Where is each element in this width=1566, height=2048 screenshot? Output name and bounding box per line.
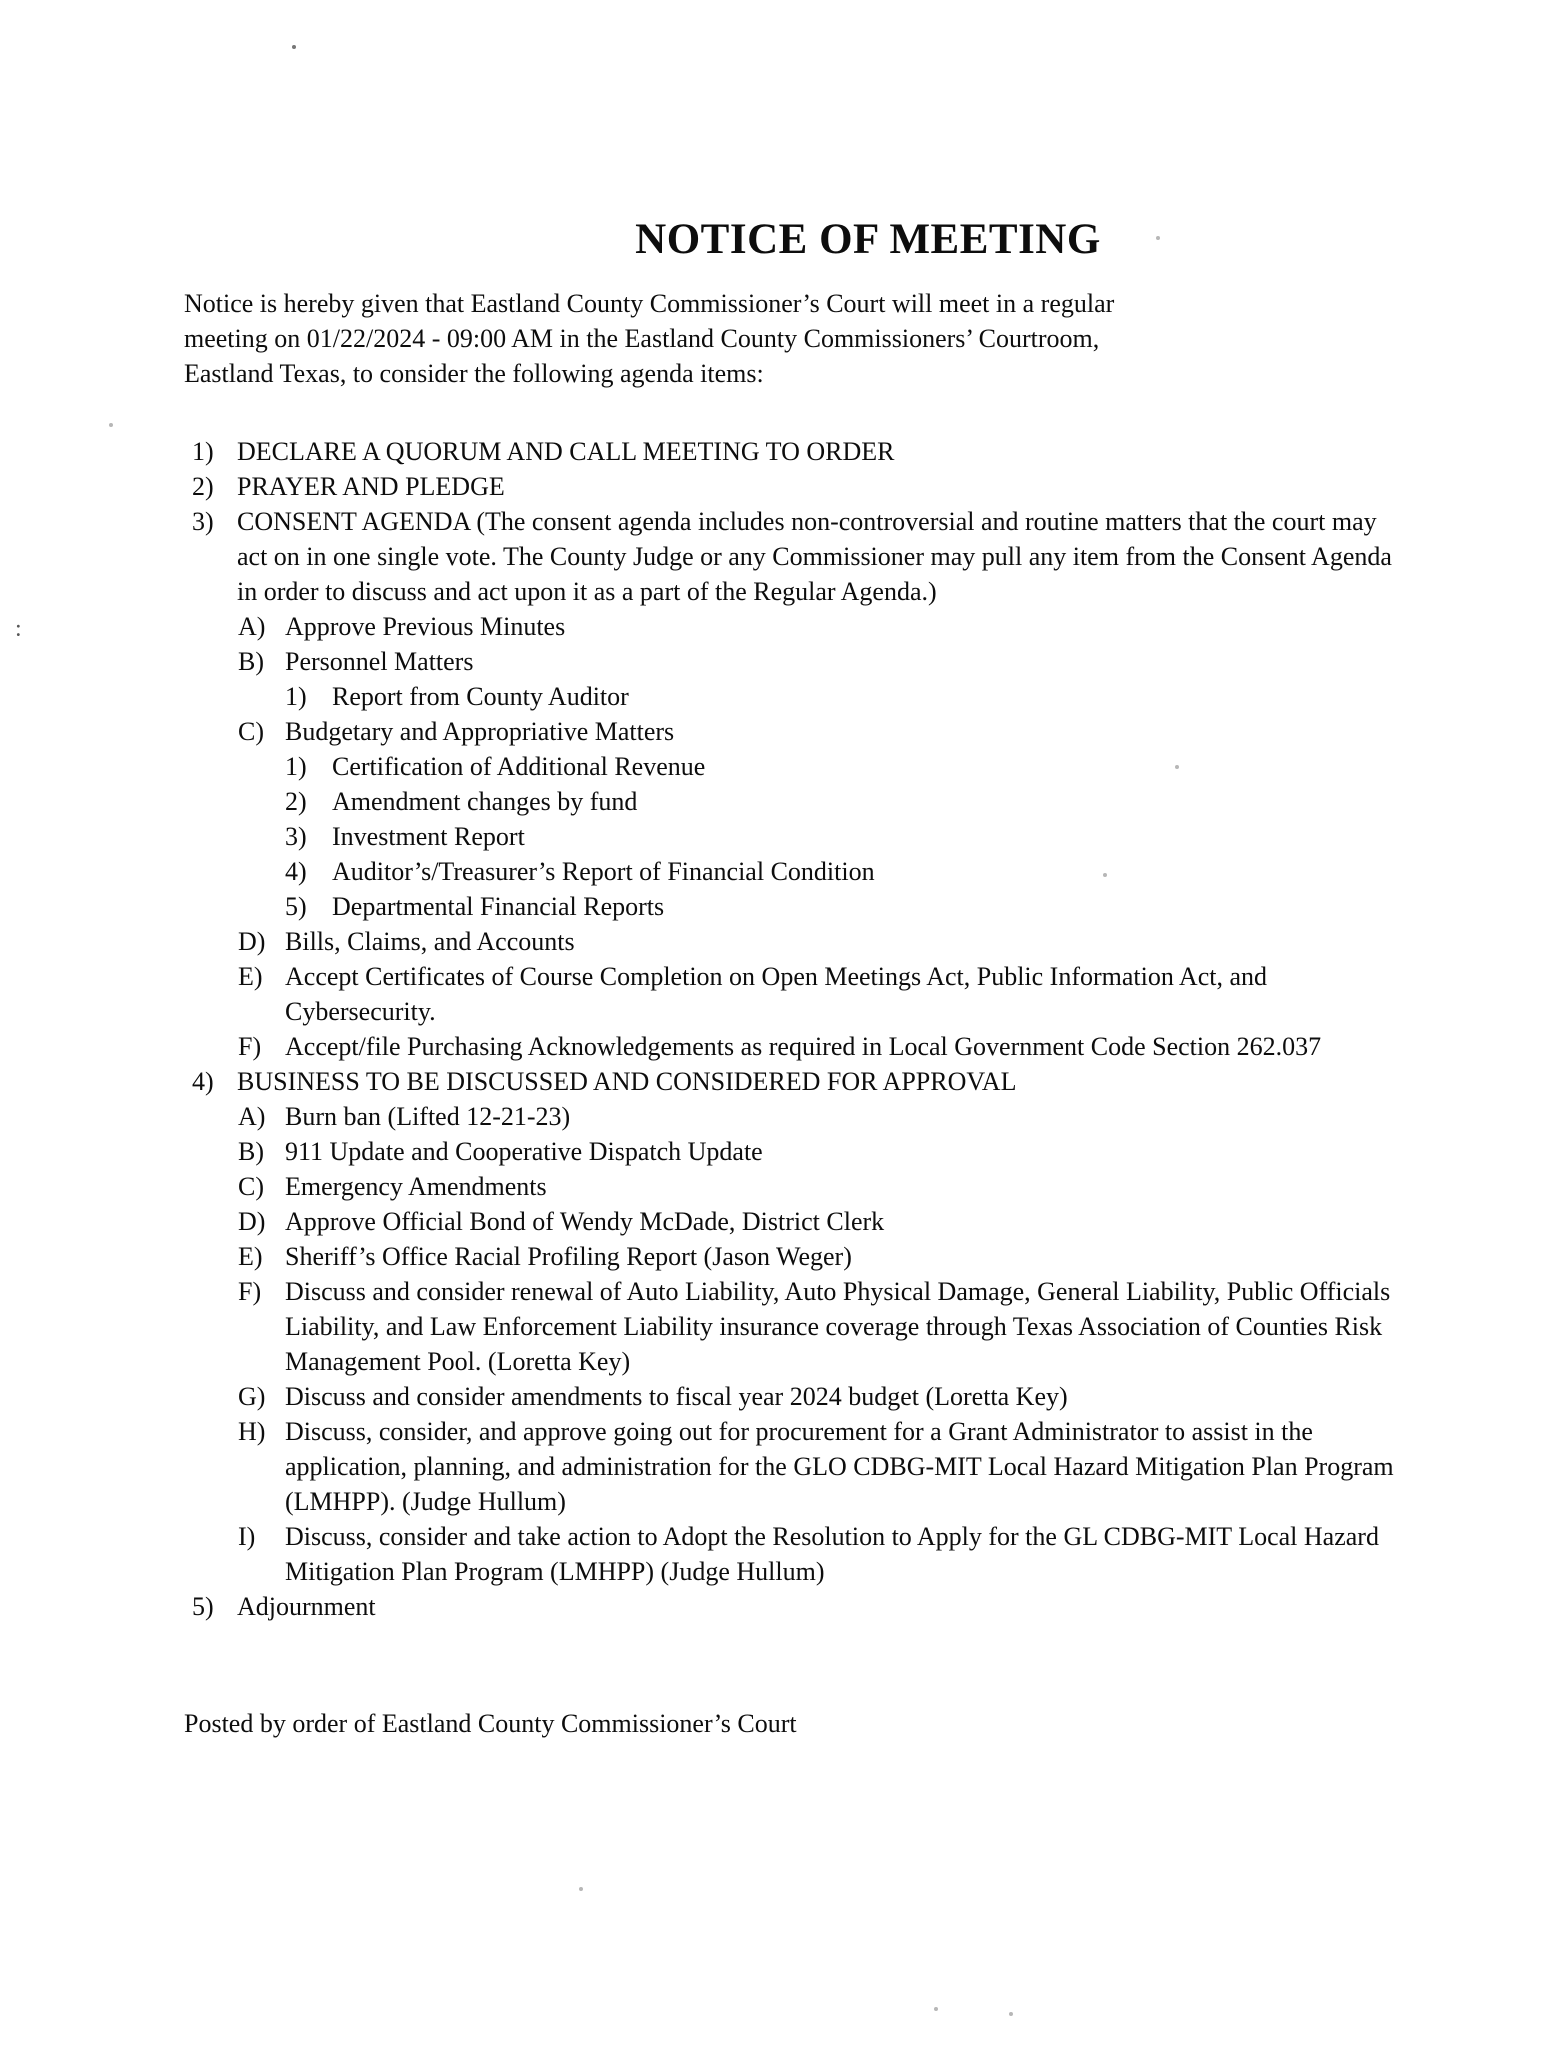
agenda-list <box>184 434 1400 1624</box>
agenda-item-text: Emergency Amendments <box>285 1172 547 1201</box>
agenda-item-marker: B) <box>238 1137 264 1166</box>
agenda-item-marker: C) <box>238 717 264 746</box>
scan-colon-artifact: : <box>15 616 22 642</box>
agenda-item-marker: E) <box>238 962 263 991</box>
agenda-item <box>184 1519 1400 1589</box>
agenda-item-marker: 2) <box>192 472 214 501</box>
agenda-item-marker: 4) <box>192 1067 214 1096</box>
agenda-item <box>184 434 1400 469</box>
agenda-item-marker: H) <box>238 1417 266 1446</box>
agenda-item-text: BUSINESS TO BE DISCUSSED AND CONSIDERED FOR APPROVAL <box>237 1067 1017 1096</box>
agenda-item <box>184 1274 1400 1379</box>
scan-speck <box>109 423 113 427</box>
agenda-item-text: Report from County Auditor <box>332 682 629 711</box>
page-title: NOTICE OF MEETING <box>635 215 1101 263</box>
agenda-item-marker: A) <box>238 1102 266 1131</box>
agenda-item-marker: 3) <box>285 822 307 851</box>
scan-speck <box>1156 236 1160 240</box>
agenda-item-text: Accept/file Purchasing Acknowledgements as required in Local Government Code Section 262.037 <box>285 1032 1322 1061</box>
scan-speck <box>579 1887 583 1891</box>
agenda-item <box>184 1169 1400 1204</box>
agenda-item-text: Discuss, consider, and approve going out for procurement for a Grant Administrator to assist in the application, planning, and administration for the GLO CDBG-MIT Local Hazard Mitigation Plan Program (LMHPP). (Judge Hullum) <box>285 1417 1394 1516</box>
agenda-item <box>184 714 1400 749</box>
agenda-item <box>184 1239 1400 1274</box>
agenda-item-text: Certification of Additional Revenue <box>332 752 706 781</box>
notice-intro-line: Eastland Texas, to consider the following agenda items: <box>184 359 764 388</box>
agenda-item <box>184 679 1400 714</box>
agenda-item <box>184 1589 1400 1624</box>
agenda-item <box>184 854 1400 889</box>
agenda-item <box>184 889 1400 924</box>
agenda-item-marker: 1) <box>285 682 307 711</box>
agenda-item-text: CONSENT AGENDA (The consent agenda includes non-controversial and routine matters that the court may act on in one single vote. The County Judge or any Commissioner may pull any item from the Consent Agenda in order to discuss and act upon it as a part of the Regular Agenda.) <box>237 507 1392 606</box>
agenda-item <box>184 469 1400 504</box>
agenda-item <box>184 644 1400 679</box>
agenda-item-marker: E) <box>238 1242 263 1271</box>
agenda-item <box>184 609 1400 644</box>
agenda-item-marker: 3) <box>192 507 214 536</box>
agenda-item-text: Departmental Financial Reports <box>332 892 665 921</box>
scan-speck <box>292 45 296 49</box>
agenda-item-text: 911 Update and Cooperative Dispatch Update <box>285 1137 763 1166</box>
agenda-item-marker: I) <box>238 1522 256 1551</box>
notice-intro-line: meeting on 01/22/2024 - 09:00 AM in the Eastland County Commissioners’ Courtroom, <box>184 324 1100 353</box>
agenda-item-text: Discuss, consider and take action to Adopt the Resolution to Apply for the GL CDBG-MIT Local Hazard Mitigation Plan Program (LMHPP) (Judge Hullum) <box>285 1522 1379 1586</box>
agenda-item <box>184 1029 1400 1064</box>
agenda-item-text: Adjournment <box>237 1592 376 1621</box>
scan-speck <box>934 2007 938 2011</box>
agenda-item-text: Burn ban (Lifted 12-21-23) <box>285 1102 571 1131</box>
agenda-item-marker: D) <box>238 1207 266 1236</box>
agenda-item <box>184 1064 1400 1099</box>
agenda-item <box>184 1099 1400 1134</box>
notice-intro <box>184 286 1424 391</box>
agenda-item-text: Amendment changes by fund <box>332 787 638 816</box>
agenda-item-text: Investment Report <box>332 822 525 851</box>
agenda-item-text: Personnel Matters <box>285 647 474 676</box>
agenda-item <box>184 1379 1400 1414</box>
agenda-item-text: Sheriff’s Office Racial Profiling Report (Jason Weger) <box>285 1242 852 1271</box>
agenda-item-text: Accept Certificates of Course Completion on Open Meetings Act, Public Information Act, and Cybersecurity. <box>285 962 1268 1026</box>
agenda-item-marker: 5) <box>285 892 307 921</box>
agenda-item <box>184 959 1400 1029</box>
agenda-item <box>184 784 1400 819</box>
agenda-item-marker: 1) <box>192 437 214 466</box>
agenda-item-marker: C) <box>238 1172 264 1201</box>
agenda-item-marker: F) <box>238 1277 262 1306</box>
notice-intro-line: Notice is hereby given that Eastland County Commissioner’s Court will meet in a regular <box>184 289 1115 318</box>
posted-by-line: Posted by order of Eastland County Commissioner’s Court <box>184 1709 797 1738</box>
agenda-item-text: Budgetary and Appropriative Matters <box>285 717 675 746</box>
agenda-item-text: DECLARE A QUORUM AND CALL MEETING TO ORDER <box>237 437 895 466</box>
agenda-item <box>184 819 1400 854</box>
agenda-item-marker: 4) <box>285 857 307 886</box>
agenda-item-text: Approve Official Bond of Wendy McDade, District Clerk <box>285 1207 885 1236</box>
agenda-item-marker: 2) <box>285 787 307 816</box>
agenda-item-marker: 1) <box>285 752 307 781</box>
agenda-item-marker: G) <box>238 1382 266 1411</box>
agenda-item-marker: D) <box>238 927 266 956</box>
agenda-item-marker: 5) <box>192 1592 214 1621</box>
agenda-item <box>184 504 1400 609</box>
agenda-item-text: Bills, Claims, and Accounts <box>285 927 575 956</box>
agenda-item <box>184 1414 1400 1519</box>
agenda-item-text: Discuss and consider renewal of Auto Liability, Auto Physical Damage, General Liability, Public Officials Liability, and Law Enforcement Liability insurance coverage through Texas Association of Counties Risk Management Pool. (Loretta Key) <box>285 1277 1391 1376</box>
agenda-item-text: PRAYER AND PLEDGE <box>237 472 505 501</box>
agenda-item <box>184 1134 1400 1169</box>
scan-speck <box>1009 2012 1013 2016</box>
agenda-item-text: Auditor’s/Treasurer’s Report of Financial Condition <box>332 857 875 886</box>
agenda-item-marker: A) <box>238 612 266 641</box>
agenda-item <box>184 1204 1400 1239</box>
agenda-item <box>184 749 1400 784</box>
agenda-item-text: Approve Previous Minutes <box>285 612 566 641</box>
agenda-item <box>184 924 1400 959</box>
agenda-item-marker: B) <box>238 647 264 676</box>
agenda-item-text: Discuss and consider amendments to fiscal year 2024 budget (Loretta Key) <box>285 1382 1068 1411</box>
scan-speck <box>1175 765 1179 769</box>
scan-speck <box>1103 873 1107 877</box>
agenda-item-marker: F) <box>238 1032 262 1061</box>
